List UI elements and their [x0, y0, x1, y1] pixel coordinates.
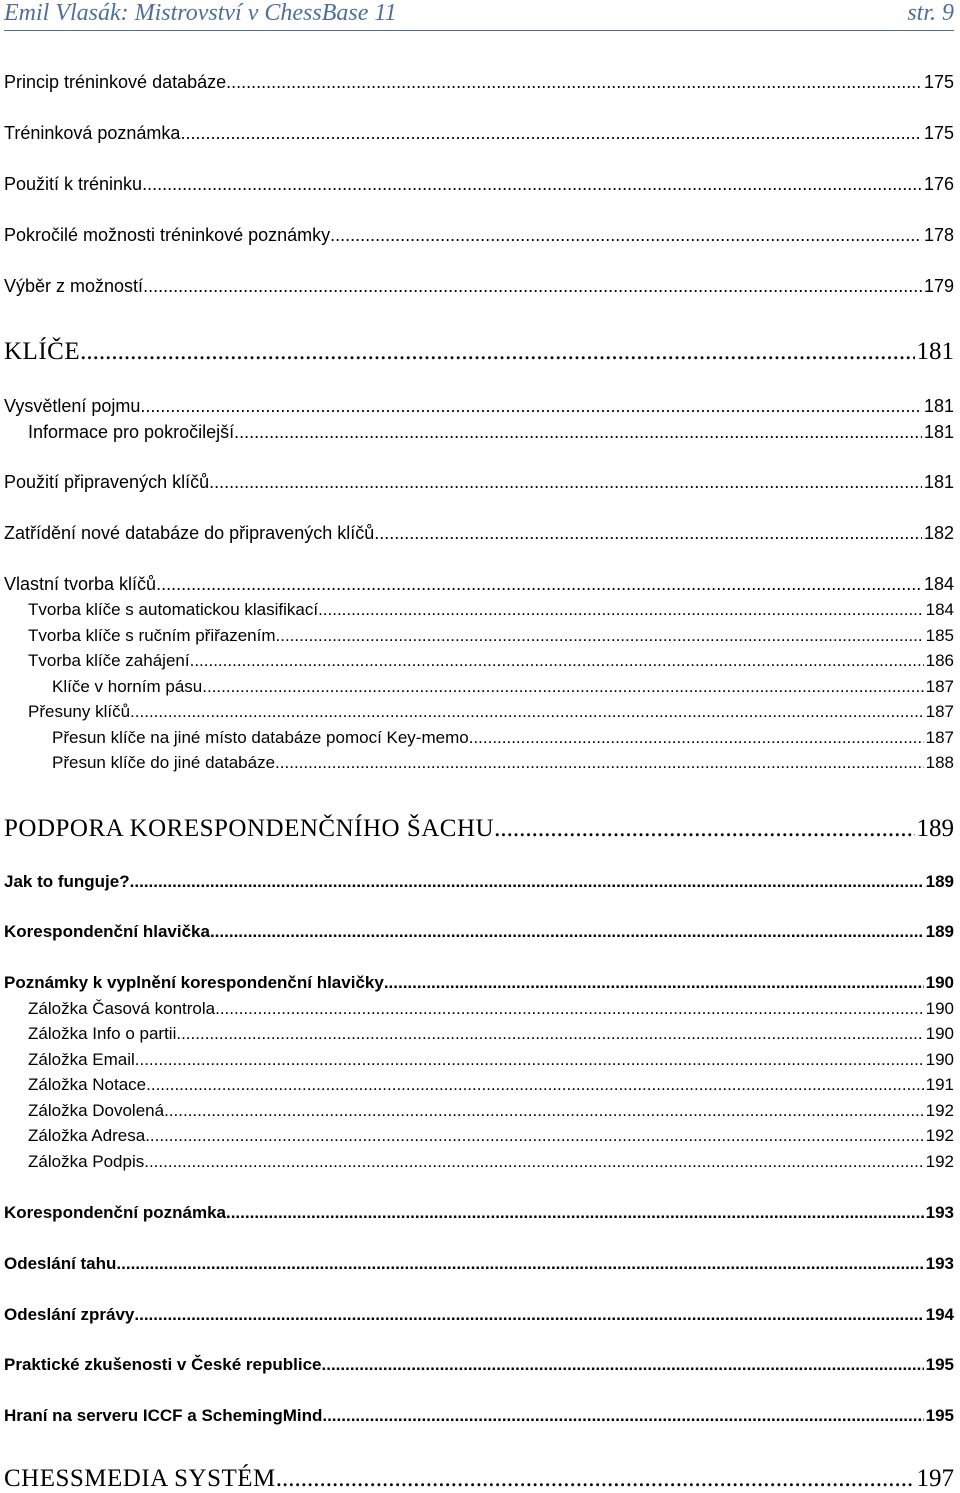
toc-page: 179 — [923, 276, 954, 296]
toc-title: Jak to funguje? — [4, 872, 130, 891]
toc-title: Záložka Podpis — [28, 1152, 145, 1171]
toc-title: Princip tréninkové databáze — [4, 72, 227, 92]
toc-title: Vysvětlení pojmu — [4, 396, 141, 416]
toc-page: 195 — [925, 1406, 954, 1425]
toc-page: 184 — [925, 600, 954, 619]
toc-subentry[interactable] — [4, 651, 954, 671]
toc-subentry[interactable] — [4, 702, 954, 722]
toc-title: Záložka Časová kontrola — [28, 999, 216, 1018]
toc-leader — [322, 1355, 924, 1375]
toc-page: 189 — [916, 815, 954, 842]
toc-page: 190 — [925, 973, 954, 992]
toc-title: Poznámky k vyplnění korespondenční hlavičky — [4, 973, 384, 992]
toc-page: 190 — [925, 1024, 954, 1043]
toc-leader — [494, 815, 914, 843]
toc-title: Přesuny klíčů — [28, 702, 131, 721]
toc-title: Odeslání tahu — [4, 1254, 117, 1273]
toc-page: 197 — [916, 1465, 954, 1492]
toc-page: 176 — [923, 174, 954, 194]
toc-page: 181 — [916, 338, 954, 365]
toc-page: 192 — [925, 1101, 954, 1120]
toc-page: 175 — [923, 123, 954, 143]
toc-page: 193 — [925, 1203, 954, 1222]
toc-title: Přesun klíče na jiné místo databáze pomocí Key-memo — [52, 728, 469, 747]
toc-leader — [202, 677, 923, 697]
toc-page: 195 — [925, 1355, 954, 1374]
toc-leader — [469, 728, 924, 748]
toc-title: Záložka Adresa — [28, 1126, 146, 1145]
toc-title: Záložka Dovolená — [28, 1101, 165, 1120]
toc-leader — [322, 1406, 923, 1426]
toc-subentry[interactable] — [4, 1126, 954, 1146]
toc-page: 181 — [923, 422, 954, 442]
toc-leader — [144, 1152, 923, 1172]
toc-entry[interactable] — [4, 1355, 954, 1375]
toc-subentry[interactable] — [4, 753, 954, 773]
toc-entry[interactable] — [4, 523, 954, 544]
toc-page: 181 — [923, 472, 954, 492]
toc-entry[interactable] — [4, 174, 954, 195]
toc-leader — [180, 123, 922, 144]
toc-entry[interactable] — [4, 396, 954, 417]
toc-subentry[interactable] — [4, 999, 954, 1019]
toc-title: Informace pro pokročilejší — [28, 422, 235, 442]
toc-page: 184 — [923, 574, 954, 594]
toc-chapter[interactable] — [4, 338, 954, 366]
toc-leader — [330, 225, 922, 246]
toc-title: Výběr z možností — [4, 276, 144, 296]
toc-title: Vlastní tvorba klíčů — [4, 574, 157, 594]
toc-page: 189 — [925, 922, 954, 941]
toc-leader — [275, 753, 924, 773]
toc-title: Tvorba klíče zahájení — [28, 651, 190, 670]
toc-subentry[interactable] — [4, 728, 954, 748]
toc-leader — [226, 72, 922, 93]
toc-page: 192 — [925, 1152, 954, 1171]
toc-leader — [276, 626, 924, 646]
toc-title: Zatřídění nové databáze do připravených klíčů — [4, 523, 375, 543]
toc-leader — [145, 1126, 923, 1146]
toc-leader — [176, 1024, 923, 1044]
toc-title: Přesun klíče do jiné databáze — [52, 753, 276, 772]
toc-subentry[interactable] — [4, 1050, 954, 1070]
toc-entry[interactable] — [4, 973, 954, 993]
toc-title: Odeslání zprávy — [4, 1305, 135, 1324]
toc-leader — [134, 1305, 923, 1325]
toc-page: 182 — [923, 523, 954, 543]
toc-entry[interactable] — [4, 225, 954, 246]
toc-leader — [130, 702, 924, 722]
toc-leader — [135, 1050, 924, 1070]
toc-leader — [215, 999, 924, 1019]
toc-title: PODPORA KORESPONDENČNÍHO ŠACHU — [4, 815, 495, 842]
toc-entry[interactable] — [4, 72, 954, 93]
toc-subentry[interactable] — [4, 1101, 954, 1121]
toc-subentry[interactable] — [4, 1024, 954, 1044]
toc-page: 190 — [925, 1050, 954, 1069]
toc-entry[interactable] — [4, 1203, 954, 1223]
toc-chapter[interactable] — [4, 815, 954, 843]
toc-leader — [156, 574, 922, 595]
toc-subentry[interactable] — [4, 1075, 954, 1095]
toc-page: 190 — [925, 999, 954, 1018]
toc-page: 188 — [925, 753, 954, 772]
toc-entry[interactable] — [4, 1305, 954, 1325]
toc-leader — [143, 276, 922, 297]
toc-subentry[interactable] — [4, 677, 954, 697]
toc-title: Tvorba klíče s ručním přiřazením — [28, 626, 276, 645]
toc-title: Záložka Email — [28, 1050, 135, 1069]
document-title: Emil Vlasák: Mistrovství v ChessBase 11 — [4, 0, 397, 26]
toc-subentry[interactable] — [4, 422, 954, 443]
toc-leader — [146, 1075, 924, 1095]
toc-page: 192 — [925, 1126, 954, 1145]
toc-title: Klíče v horním pásu — [52, 677, 203, 696]
toc-entry[interactable] — [4, 1406, 954, 1426]
toc-page: 187 — [925, 728, 954, 747]
toc-leader — [190, 651, 924, 671]
toc-title: Záložka Info o partii — [28, 1024, 177, 1043]
toc-page: 178 — [923, 225, 954, 245]
toc-leader — [80, 338, 914, 366]
toc-leader — [374, 523, 922, 544]
toc-entry[interactable] — [4, 872, 954, 892]
toc-page: 185 — [925, 626, 954, 645]
toc-leader — [116, 1254, 923, 1274]
toc-leader — [234, 422, 922, 443]
toc-chapter[interactable] — [4, 1465, 954, 1493]
toc-leader — [142, 174, 922, 195]
toc-entry[interactable] — [4, 922, 954, 942]
toc-subentry[interactable] — [4, 600, 954, 620]
toc-entry[interactable] — [4, 123, 954, 144]
toc-leader — [209, 472, 922, 493]
toc-leader — [130, 872, 924, 892]
toc-title: KLÍČE — [4, 338, 81, 365]
header-rule — [4, 30, 954, 31]
toc-title: Korespondenční poznámka — [4, 1203, 226, 1222]
toc-title: Pokročilé možnosti tréninkové poznámky — [4, 225, 331, 245]
toc-page: 193 — [925, 1254, 954, 1273]
toc-title: Použití připravených klíčů — [4, 472, 210, 492]
toc-entry[interactable] — [4, 276, 954, 297]
toc-leader — [276, 1465, 915, 1493]
toc-page: 175 — [923, 72, 954, 92]
toc-entry[interactable] — [4, 472, 954, 493]
page-number: str. 9 — [907, 0, 954, 26]
toc-page: 187 — [925, 677, 954, 696]
toc-page: 181 — [923, 396, 954, 416]
toc-title: Praktické zkušenosti v České republice — [4, 1355, 322, 1374]
toc-leader — [140, 396, 922, 417]
toc-leader — [210, 922, 924, 942]
toc-title: Korespondenční hlavička — [4, 922, 210, 941]
toc-title: Použití k tréninku — [4, 174, 143, 194]
toc-subentry[interactable] — [4, 1152, 954, 1172]
toc-page: 187 — [925, 702, 954, 721]
toc-page: 194 — [925, 1305, 954, 1324]
toc-title: CHESSMEDIA SYSTÉM — [4, 1465, 276, 1492]
toc-title: Tréninková poznámka — [4, 123, 181, 143]
toc-page: 186 — [925, 651, 954, 670]
toc-title: Záložka Notace — [28, 1075, 147, 1094]
toc-leader — [164, 1101, 924, 1121]
toc-entry[interactable] — [4, 1254, 954, 1274]
toc-leader — [384, 973, 924, 993]
toc-page: 191 — [925, 1075, 954, 1094]
page-header — [4, 0, 954, 28]
toc-entry[interactable] — [4, 574, 954, 595]
toc-subentry[interactable] — [4, 626, 954, 646]
toc-title: Hraní na serveru ICCF a SchemingMind — [4, 1406, 323, 1425]
toc-page: 189 — [925, 872, 954, 891]
toc-title: Tvorba klíče s automatickou klasifikací — [28, 600, 319, 619]
toc-leader — [226, 1203, 924, 1223]
toc-leader — [318, 600, 924, 620]
